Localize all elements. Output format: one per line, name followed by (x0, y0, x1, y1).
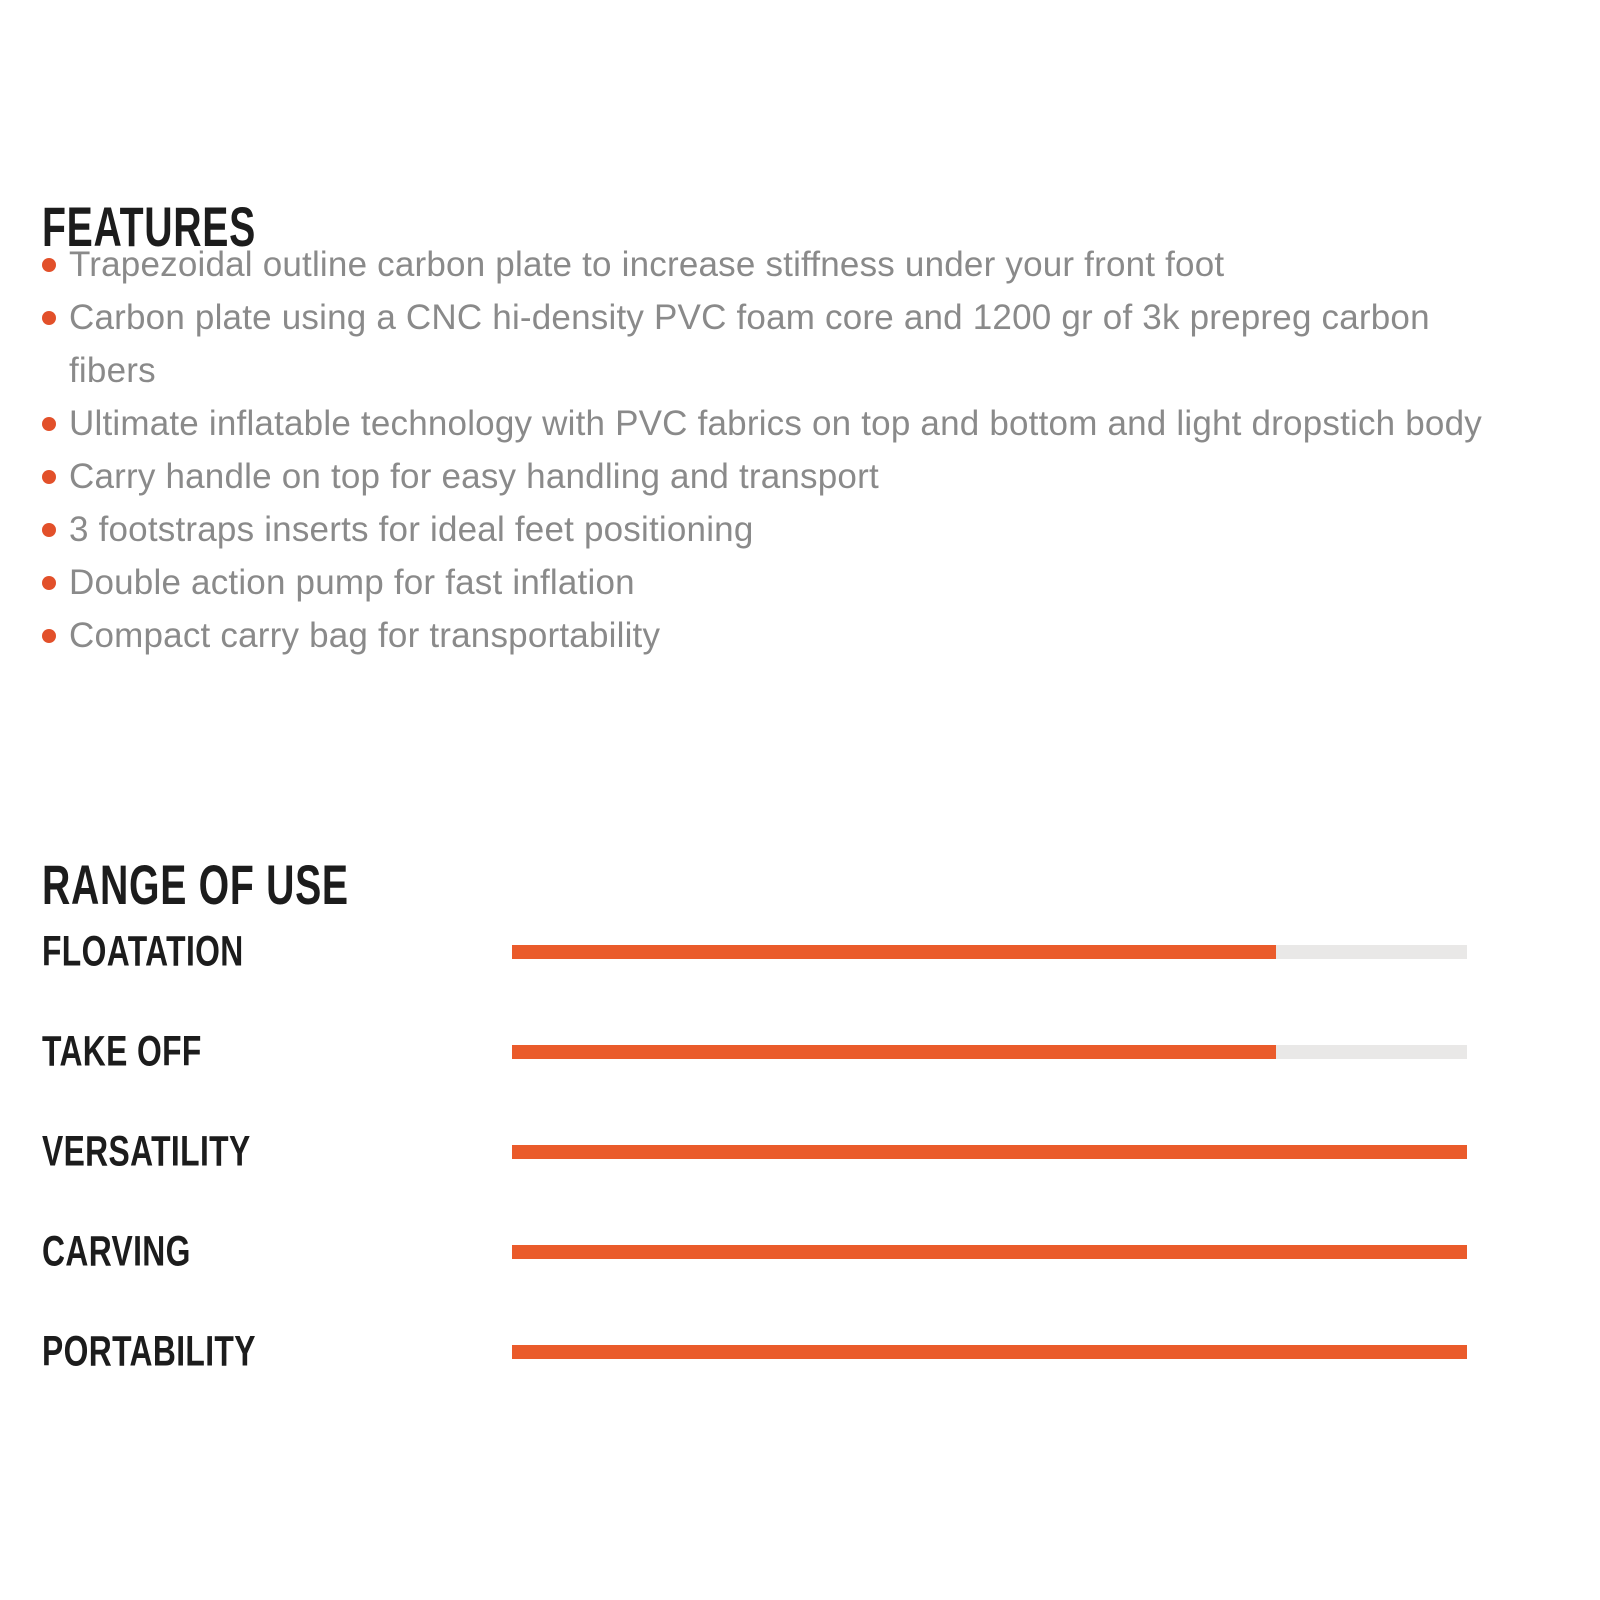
feature-item (42, 397, 1514, 450)
rating-bar-fill (512, 1145, 1467, 1159)
rating-bar-fill (512, 945, 1276, 959)
bullet-icon (42, 576, 56, 590)
bullet-icon (42, 417, 56, 431)
bullet-icon (42, 311, 56, 325)
features-title: FEATURES (42, 195, 256, 259)
feature-text: Compact carry bag for transportability (69, 616, 661, 655)
rating-bar-fill (512, 1345, 1467, 1359)
features-list (42, 238, 1514, 662)
range-row-label: PORTABILITY (42, 1327, 256, 1376)
rating-bar-track (512, 1045, 1467, 1059)
feature-text: 3 footstraps inserts for ideal feet positioning (69, 510, 754, 549)
feature-text: Trapezoidal outline carbon plate to increase stiffness under your front foot (69, 245, 1225, 284)
rating-bar-fill (512, 1245, 1467, 1259)
rating-bar-track (512, 1345, 1467, 1359)
range-row-label: CARVING (42, 1227, 191, 1276)
range-row (42, 1302, 1472, 1402)
range-row-label: FLOATATION (42, 927, 244, 976)
rating-bar-track (512, 1145, 1467, 1159)
bullet-icon (42, 523, 56, 537)
range-row (42, 1002, 1472, 1102)
range-row (42, 1102, 1472, 1202)
bullet-icon (42, 629, 56, 643)
range-of-use-chart (42, 902, 1472, 1402)
feature-item (42, 238, 1514, 291)
feature-text: Carry handle on top for easy handling and transport (69, 457, 879, 496)
range-row (42, 1202, 1472, 1302)
feature-text: Carbon plate using a CNC hi-density PVC foam core and 1200 gr of 3k prepreg carbon fibers (69, 298, 1430, 390)
rating-bar-track (512, 945, 1467, 959)
bullet-icon (42, 470, 56, 484)
rating-bar-fill (512, 1045, 1276, 1059)
bullet-icon (42, 258, 56, 272)
feature-item (42, 450, 1514, 503)
feature-text: Double action pump for fast inflation (69, 563, 635, 602)
feature-item (42, 503, 1514, 556)
range-row-label: TAKE OFF (42, 1027, 202, 1076)
range-of-use-title: RANGE OF USE (42, 853, 349, 917)
range-row (42, 902, 1472, 1002)
feature-item (42, 609, 1514, 662)
feature-text: Ultimate inflatable technology with PVC fabrics on top and bottom and light dropstich body (69, 404, 1482, 443)
feature-item (42, 291, 1514, 397)
feature-item (42, 556, 1514, 609)
rating-bar-track (512, 1245, 1467, 1259)
range-row-label: VERSATILITY (42, 1127, 251, 1176)
